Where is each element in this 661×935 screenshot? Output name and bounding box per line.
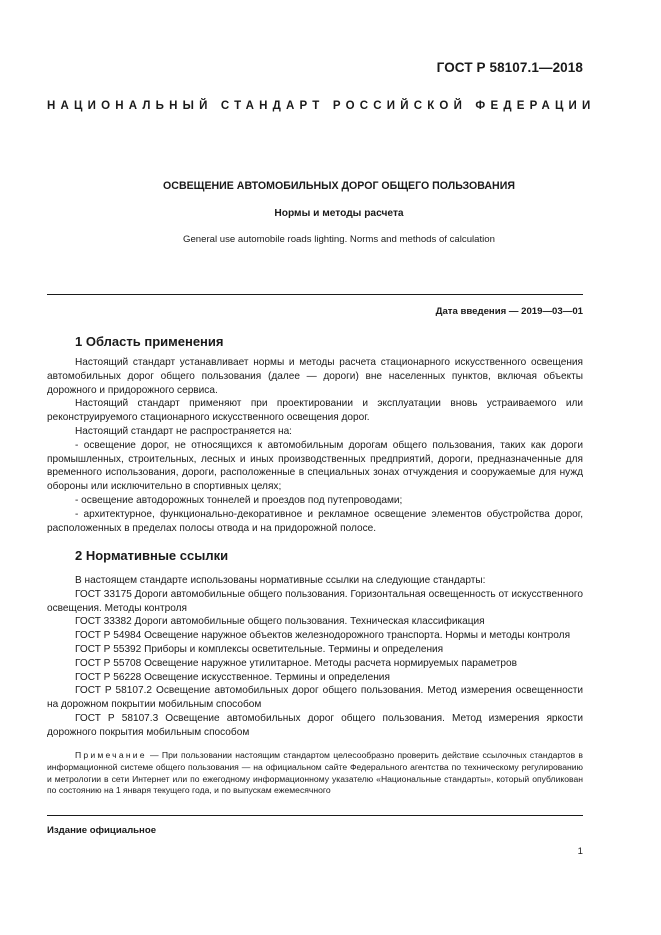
reference-item: ГОСТ Р 55392 Приборы и комплексы осветительные. Термины и определения — [75, 643, 444, 655]
reference-item: ГОСТ Р 58107.3 Освещение автомобильных дорог общего пользования. Метод измерения яркости дорожного покрытия мобильным способом — [47, 712, 583, 738]
paragraph: В настоящем стандарте использованы нормативные ссылки на следующие стандарты: — [75, 575, 486, 586]
reference-item: ГОСТ Р 54984 Освещение наружное объектов железнодорожного транспорта. Нормы и методы контроля — [75, 630, 571, 642]
section-heading-scope: 1 Область применения — [75, 334, 224, 349]
reference-item: ГОСТ 33382 Дороги автомобильные общего пользования. Техническая классификация — [75, 616, 485, 628]
document-subtitle: Нормы и методы расчета — [274, 208, 404, 219]
paragraph: Настоящий стандарт применяют при проектировании и эксплуатации вновь устраиваемого или реконструируемого стационарного искусственного освещения дорог. — [47, 398, 583, 424]
paragraph: Настоящий стандарт устанавливает нормы и методы расчета стационарного искусственного освещения автомобильных дорог общего пользования (далее — дороги) вне населенных пунктов, включая объекты дорожного и придорожного сервиса. — [47, 357, 583, 396]
footer-divider — [47, 815, 583, 816]
document-title: ОСВЕЩЕНИЕ АВТОМОБИЛЬНЫХ ДОРОГ ОБЩЕГО ПОЛЬЗОВАНИЯ — [163, 180, 515, 192]
note-label: Примечание — [75, 750, 147, 760]
header-divider — [47, 294, 583, 295]
page-number: 1 — [577, 846, 583, 857]
list-item: - освещение дорог, не относящихся к автомобильным дорогам общего пользования, таких как дороги промышленных, строительных, лесных и иных производственных предприятий, дороги, предназначенные для временного использования, дороги, расположенные в специальных зонах отчуждения и сооружаемые для нужд обороны или исключительно в спортивных целях; — [47, 439, 583, 493]
note — [47, 750, 583, 797]
document-code: ГОСТ Р 58107.1—2018 — [436, 60, 583, 75]
note-text: — При пользовании настоящим стандартом целесообразно проверить действие ссылочных стандартов в информационной системе общего пользования — на официальном сайте Федерального агентства по техническому регулированию и метрологии в сети Интернет или по ежегодному информационному указателю «Национальные стандарты», который опубликован по состоянию на 1 января текущего года, и по выпускам ежемесячного — [47, 750, 583, 796]
reference-item: ГОСТ Р 58107.2 Освещение автомобильных дорог общего пользования. Метод измерения освещенности на дорожном покрытии мобильным способом — [47, 685, 583, 711]
reference-item: ГОСТ Р 55708 Освещение наружное утилитарное. Методы расчета нормируемых параметров — [75, 657, 517, 669]
english-title: General use automobile roads lighting. Norms and methods of calculation — [183, 234, 495, 245]
introduction-date: Дата введения — 2019—03—01 — [435, 306, 583, 317]
reference-item: ГОСТ 33175 Дороги автомобильные общего пользования. Горизонтальная освещенность от искусственного освещения. Методы контроля — [47, 588, 583, 614]
national-standard-label: НАЦИОНАЛЬНЫЙ СТАНДАРТ РОССИЙСКОЙ ФЕДЕРАЦИИ — [47, 100, 596, 112]
section-heading-references: 2 Нормативные ссылки — [75, 548, 229, 563]
official-edition-label: Издание официальное — [47, 825, 157, 836]
section-scope-body — [47, 356, 583, 535]
reference-item: ГОСТ Р 56228 Освещение искусственное. Термины и определения — [75, 671, 390, 683]
section-references-body — [47, 574, 583, 740]
paragraph: Настоящий стандарт не распространяется на: — [75, 425, 292, 437]
list-item: - освещение автодорожных тоннелей и проездов под путепроводами; — [75, 494, 403, 506]
list-item: - архитектурное, функционально-декоративное и рекламное освещение элементов обустройства дорог, расположенных в пределах полосы отвода и на придорожной полосе. — [47, 508, 583, 534]
